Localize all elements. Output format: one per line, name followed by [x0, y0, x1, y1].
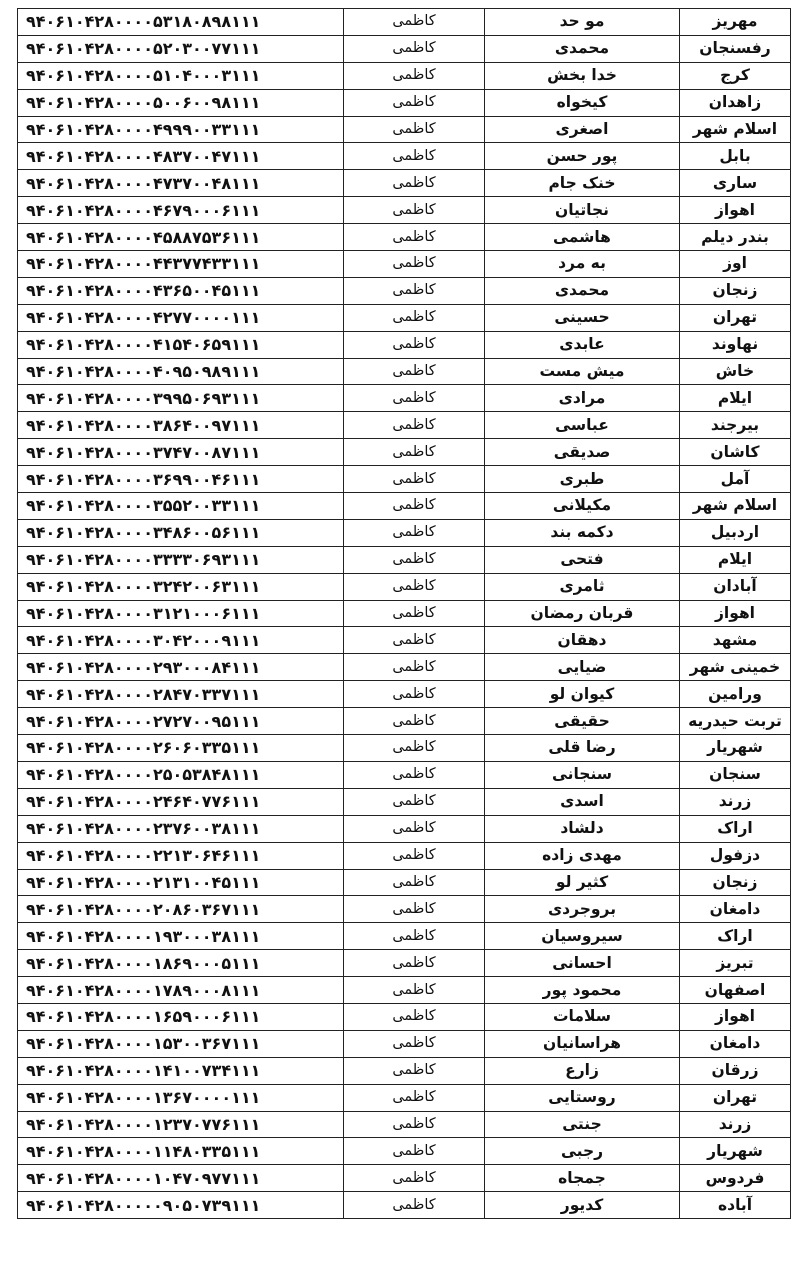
cell-city: کاشان: [680, 439, 791, 466]
cell-city: ایلام: [680, 546, 791, 573]
cell-city: اسلام شهر: [680, 116, 791, 143]
cell-last-name: خدا بخش: [485, 62, 680, 89]
table-row: [18, 1084, 791, 1111]
cell-city: شهریار: [680, 1138, 791, 1165]
cell-last-name: کیخواه: [485, 89, 680, 116]
cell-province: کاظمی: [344, 735, 485, 762]
document-page: [17, 8, 791, 1219]
cell-last-name: زارع: [485, 1057, 680, 1084]
cell-last-name: ضیایی: [485, 654, 680, 681]
cell-last-name: هاشمی: [485, 224, 680, 251]
table-row: [18, 708, 791, 735]
cell-code: ۹۴۰۶۱۰۴۲۸۰۰۰۰۴۸۳۷۰۰۴۷۱۱۱: [18, 143, 344, 170]
cell-code: ۹۴۰۶۱۰۴۲۸۰۰۰۰۴۵۸۸۷۵۳۶۱۱۱: [18, 224, 344, 251]
cell-city: اوز: [680, 251, 791, 278]
table-row: [18, 304, 791, 331]
cell-code: ۹۴۰۶۱۰۴۲۸۰۰۰۰۲۵۰۵۳۸۴۸۱۱۱: [18, 761, 344, 788]
table-row: [18, 788, 791, 815]
cell-code: ۹۴۰۶۱۰۴۲۸۰۰۰۰۴۷۳۷۰۰۴۸۱۱۱: [18, 170, 344, 197]
cell-last-name: محمدی: [485, 277, 680, 304]
cell-city: آباده: [680, 1192, 791, 1219]
cell-code: ۹۴۰۶۱۰۴۲۸۰۰۰۰۳۴۸۶۰۰۵۶۱۱۱: [18, 519, 344, 546]
cell-city: ورامین: [680, 681, 791, 708]
cell-last-name: خنک جام: [485, 170, 680, 197]
cell-code: ۹۴۰۶۱۰۴۲۸۰۰۰۰۱۴۱۰۰۷۳۴۱۱۱: [18, 1057, 344, 1084]
cell-province: کاظمی: [344, 1192, 485, 1219]
cell-city: تربت حیدریه: [680, 708, 791, 735]
cell-province: کاظمی: [344, 466, 485, 493]
cell-last-name: هراسانیان: [485, 1030, 680, 1057]
cell-city: اهواز: [680, 600, 791, 627]
cell-last-name: سنجانی: [485, 761, 680, 788]
table-row: [18, 1030, 791, 1057]
table-row: [18, 1192, 791, 1219]
cell-province: کاظمی: [344, 62, 485, 89]
cell-city: دزفول: [680, 842, 791, 869]
cell-code: ۹۴۰۶۱۰۴۲۸۰۰۰۰۴۰۹۵۰۹۸۹۱۱۱: [18, 358, 344, 385]
cell-province: کاظمی: [344, 1165, 485, 1192]
table-row: [18, 9, 791, 36]
cell-province: کاظمی: [344, 493, 485, 520]
cell-code: ۹۴۰۶۱۰۴۲۸۰۰۰۰۴۲۷۷۰۰۰۰۱۱۱: [18, 304, 344, 331]
cell-code: ۹۴۰۶۱۰۴۲۸۰۰۰۰۵۰۰۶۰۰۹۸۱۱۱: [18, 89, 344, 116]
cell-last-name: مو حد: [485, 9, 680, 36]
cell-last-name: جمجاه: [485, 1165, 680, 1192]
cell-province: کاظمی: [344, 896, 485, 923]
cell-code: ۹۴۰۶۱۰۴۲۸۰۰۰۰۴۴۳۷۷۴۳۳۱۱۱: [18, 251, 344, 278]
table-row: [18, 1057, 791, 1084]
cell-city: ساری: [680, 170, 791, 197]
table-row: [18, 842, 791, 869]
table-row: [18, 896, 791, 923]
cell-last-name: سلامات: [485, 1003, 680, 1030]
cell-code: ۹۴۰۶۱۰۴۲۸۰۰۰۰۲۴۶۴۰۷۷۶۱۱۱: [18, 788, 344, 815]
cell-province: کاظمی: [344, 277, 485, 304]
table-row: [18, 519, 791, 546]
cell-city: آمل: [680, 466, 791, 493]
cell-city: اردبیل: [680, 519, 791, 546]
table-row: [18, 385, 791, 412]
cell-code: ۹۴۰۶۱۰۴۲۸۰۰۰۰۴۹۹۹۰۰۳۳۱۱۱: [18, 116, 344, 143]
cell-city: بابل: [680, 143, 791, 170]
cell-city: اهواز: [680, 1003, 791, 1030]
cell-city: زرند: [680, 1111, 791, 1138]
cell-code: ۹۴۰۶۱۰۴۲۸۰۰۰۰۲۰۸۶۰۳۶۷۱۱۱: [18, 896, 344, 923]
cell-code: ۹۴۰۶۱۰۴۲۸۰۰۰۰۳۵۵۲۰۰۳۳۱۱۱: [18, 493, 344, 520]
cell-city: تهران: [680, 1084, 791, 1111]
cell-code: ۹۴۰۶۱۰۴۲۸۰۰۰۰۵۱۰۴۰۰۰۳۱۱۱: [18, 62, 344, 89]
cell-province: کاظمی: [344, 1111, 485, 1138]
cell-code: ۹۴۰۶۱۰۴۲۸۰۰۰۰۳۹۹۵۰۶۹۳۱۱۱: [18, 385, 344, 412]
table-row: [18, 1111, 791, 1138]
cell-province: کاظمی: [344, 1057, 485, 1084]
cell-code: ۹۴۰۶۱۰۴۲۸۰۰۰۰۲۷۲۷۰۰۹۵۱۱۱: [18, 708, 344, 735]
cell-code: ۹۴۰۶۱۰۴۲۸۰۰۰۰۴۱۵۴۰۶۵۹۱۱۱: [18, 331, 344, 358]
cell-code: ۹۴۰۶۱۰۴۲۸۰۰۰۰۴۶۷۹۰۰۰۶۱۱۱: [18, 197, 344, 224]
cell-province: کاظمی: [344, 519, 485, 546]
cell-province: کاظمی: [344, 842, 485, 869]
cell-city: کرج: [680, 62, 791, 89]
cell-last-name: دکمه بند: [485, 519, 680, 546]
cell-city: فردوس: [680, 1165, 791, 1192]
cell-province: کاظمی: [344, 681, 485, 708]
cell-code: ۹۴۰۶۱۰۴۲۸۰۰۰۰۳۰۴۲۰۰۰۹۱۱۱: [18, 627, 344, 654]
table-row: [18, 466, 791, 493]
cell-province: کاظمی: [344, 304, 485, 331]
cell-code: ۹۴۰۶۱۰۴۲۸۰۰۰۰۳۷۴۷۰۰۸۷۱۱۱: [18, 439, 344, 466]
cell-city: دامغان: [680, 1030, 791, 1057]
cell-last-name: عابدی: [485, 331, 680, 358]
cell-last-name: احسانی: [485, 950, 680, 977]
cell-last-name: دلشاد: [485, 815, 680, 842]
cell-province: کاظمی: [344, 197, 485, 224]
cell-city: زاهدان: [680, 89, 791, 116]
cell-city: زرقان: [680, 1057, 791, 1084]
cell-last-name: نجاتیان: [485, 197, 680, 224]
table-row: [18, 977, 791, 1004]
cell-last-name: به مرد: [485, 251, 680, 278]
cell-city: خاش: [680, 358, 791, 385]
cell-code: ۹۴۰۶۱۰۴۲۸۰۰۰۰۲۳۷۶۰۰۳۸۱۱۱: [18, 815, 344, 842]
table-row: [18, 89, 791, 116]
cell-code: ۹۴۰۶۱۰۴۲۸۰۰۰۰۲۸۴۷۰۳۳۷۱۱۱: [18, 681, 344, 708]
cell-code: ۹۴۰۶۱۰۴۲۸۰۰۰۰۳۱۲۱۰۰۰۶۱۱۱: [18, 600, 344, 627]
cell-province: کاظمی: [344, 412, 485, 439]
cell-province: کاظمی: [344, 331, 485, 358]
table-row: [18, 224, 791, 251]
cell-province: کاظمی: [344, 1030, 485, 1057]
cell-city: آبادان: [680, 573, 791, 600]
records-table: [17, 8, 791, 1219]
cell-code: ۹۴۰۶۱۰۴۲۸۰۰۰۰۱۵۳۰۰۳۶۷۱۱۱: [18, 1030, 344, 1057]
cell-last-name: اصغری: [485, 116, 680, 143]
cell-code: ۹۴۰۶۱۰۴۲۸۰۰۰۰۴۳۶۵۰۰۴۵۱۱۱: [18, 277, 344, 304]
table-row: [18, 197, 791, 224]
cell-province: کاظمی: [344, 546, 485, 573]
table-row: [18, 35, 791, 62]
cell-province: کاظمی: [344, 1003, 485, 1030]
cell-code: ۹۴۰۶۱۰۴۲۸۰۰۰۰۱۶۵۹۰۰۰۶۱۱۱: [18, 1003, 344, 1030]
cell-code: ۹۴۰۶۱۰۴۲۸۰۰۰۰۰۹۰۵۰۷۳۹۱۱۱: [18, 1192, 344, 1219]
cell-last-name: قربان رمضان: [485, 600, 680, 627]
table-row: [18, 546, 791, 573]
cell-last-name: صدیقی: [485, 439, 680, 466]
cell-last-name: حسینی: [485, 304, 680, 331]
cell-city: زنجان: [680, 869, 791, 896]
cell-last-name: محمدی: [485, 35, 680, 62]
cell-last-name: روستایی: [485, 1084, 680, 1111]
cell-code: ۹۴۰۶۱۰۴۲۸۰۰۰۰۱۳۶۷۰۰۰۰۱۱۱: [18, 1084, 344, 1111]
cell-code: ۹۴۰۶۱۰۴۲۸۰۰۰۰۱۹۳۰۰۰۳۸۱۱۱: [18, 923, 344, 950]
cell-city: مهریز: [680, 9, 791, 36]
cell-code: ۹۴۰۶۱۰۴۲۸۰۰۰۰۲۱۳۱۰۰۴۵۱۱۱: [18, 869, 344, 896]
cell-city: نهاوند: [680, 331, 791, 358]
cell-code: ۹۴۰۶۱۰۴۲۸۰۰۰۰۲۹۳۰۰۰۸۴۱۱۱: [18, 654, 344, 681]
table-row: [18, 143, 791, 170]
cell-last-name: سیروسیان: [485, 923, 680, 950]
cell-code: ۹۴۰۶۱۰۴۲۸۰۰۰۰۳۲۴۲۰۰۶۳۱۱۱: [18, 573, 344, 600]
cell-code: ۹۴۰۶۱۰۴۲۸۰۰۰۰۳۶۹۹۰۰۴۶۱۱۱: [18, 466, 344, 493]
cell-last-name: رضا قلی: [485, 735, 680, 762]
cell-province: کاظمی: [344, 950, 485, 977]
table-row: [18, 735, 791, 762]
cell-code: ۹۴۰۶۱۰۴۲۸۰۰۰۰۵۲۰۳۰۰۷۷۱۱۱: [18, 35, 344, 62]
cell-city: اسلام شهر: [680, 493, 791, 520]
cell-province: کاظمی: [344, 439, 485, 466]
cell-city: تهران: [680, 304, 791, 331]
cell-city: شهریار: [680, 735, 791, 762]
cell-province: کاظمی: [344, 815, 485, 842]
cell-code: ۹۴۰۶۱۰۴۲۸۰۰۰۰۱۷۸۹۰۰۰۸۱۱۱: [18, 977, 344, 1004]
cell-province: کاظمی: [344, 654, 485, 681]
table-row: [18, 600, 791, 627]
cell-last-name: محمود پور: [485, 977, 680, 1004]
cell-province: کاظمی: [344, 251, 485, 278]
table-row: [18, 62, 791, 89]
table-row: [18, 1003, 791, 1030]
cell-province: کاظمی: [344, 385, 485, 412]
cell-city: بندر دیلم: [680, 224, 791, 251]
table-row: [18, 681, 791, 708]
table-row: [18, 815, 791, 842]
cell-code: ۹۴۰۶۱۰۴۲۸۰۰۰۰۳۳۳۳۰۶۹۳۱۱۱: [18, 546, 344, 573]
table-row: [18, 761, 791, 788]
cell-province: کاظمی: [344, 89, 485, 116]
cell-city: سنجان: [680, 761, 791, 788]
cell-province: کاظمی: [344, 627, 485, 654]
cell-last-name: کیوان لو: [485, 681, 680, 708]
cell-code: ۹۴۰۶۱۰۴۲۸۰۰۰۰۱۰۴۷۰۹۷۷۱۱۱: [18, 1165, 344, 1192]
cell-city: دامغان: [680, 896, 791, 923]
table-row: [18, 627, 791, 654]
cell-province: کاظمی: [344, 869, 485, 896]
cell-code: ۹۴۰۶۱۰۴۲۸۰۰۰۰۲۶۰۶۰۳۳۵۱۱۱: [18, 735, 344, 762]
table-row: [18, 869, 791, 896]
cell-city: اصفهان: [680, 977, 791, 1004]
cell-code: ۹۴۰۶۱۰۴۲۸۰۰۰۰۱۱۴۸۰۳۳۵۱۱۱: [18, 1138, 344, 1165]
cell-province: کاظمی: [344, 116, 485, 143]
cell-city: رفسنجان: [680, 35, 791, 62]
cell-last-name: رجبی: [485, 1138, 680, 1165]
cell-province: کاظمی: [344, 1084, 485, 1111]
table-row: [18, 358, 791, 385]
cell-last-name: بروجردی: [485, 896, 680, 923]
cell-province: کاظمی: [344, 923, 485, 950]
cell-city: زرند: [680, 788, 791, 815]
cell-city: اراک: [680, 923, 791, 950]
table-row: [18, 923, 791, 950]
table-row: [18, 1165, 791, 1192]
cell-last-name: حقیقی: [485, 708, 680, 735]
cell-last-name: ثامری: [485, 573, 680, 600]
table-row: [18, 331, 791, 358]
cell-last-name: پور حسن: [485, 143, 680, 170]
cell-code: ۹۴۰۶۱۰۴۲۸۰۰۰۰۱۲۳۷۰۷۷۶۱۱۱: [18, 1111, 344, 1138]
table-row: [18, 170, 791, 197]
cell-province: کاظمی: [344, 358, 485, 385]
cell-province: کاظمی: [344, 600, 485, 627]
cell-province: کاظمی: [344, 35, 485, 62]
cell-last-name: دهقان: [485, 627, 680, 654]
cell-city: مشهد: [680, 627, 791, 654]
cell-province: کاظمی: [344, 977, 485, 1004]
cell-code: ۹۴۰۶۱۰۴۲۸۰۰۰۰۲۲۱۳۰۶۴۶۱۱۱: [18, 842, 344, 869]
cell-city: اراک: [680, 815, 791, 842]
cell-province: کاظمی: [344, 761, 485, 788]
cell-last-name: جنتی: [485, 1111, 680, 1138]
cell-last-name: کثیر لو: [485, 869, 680, 896]
cell-last-name: کدیور: [485, 1192, 680, 1219]
cell-province: کاظمی: [344, 143, 485, 170]
cell-code: ۹۴۰۶۱۰۴۲۸۰۰۰۰۳۸۶۴۰۰۹۷۱۱۱: [18, 412, 344, 439]
table-row: [18, 573, 791, 600]
cell-city: تبریز: [680, 950, 791, 977]
cell-last-name: اسدی: [485, 788, 680, 815]
table-row: [18, 1138, 791, 1165]
cell-city: ایلام: [680, 385, 791, 412]
cell-province: کاظمی: [344, 9, 485, 36]
cell-city: بیرجند: [680, 412, 791, 439]
cell-province: کاظمی: [344, 708, 485, 735]
table-row: [18, 950, 791, 977]
table-row: [18, 116, 791, 143]
cell-city: اهواز: [680, 197, 791, 224]
cell-city: زنجان: [680, 277, 791, 304]
cell-last-name: مهدی زاده: [485, 842, 680, 869]
cell-last-name: عباسی: [485, 412, 680, 439]
cell-last-name: فتحی: [485, 546, 680, 573]
cell-last-name: مرادی: [485, 385, 680, 412]
cell-province: کاظمی: [344, 170, 485, 197]
table-row: [18, 277, 791, 304]
table-row: [18, 412, 791, 439]
cell-province: کاظمی: [344, 224, 485, 251]
table-row: [18, 493, 791, 520]
records-table-body: [18, 9, 791, 1219]
cell-last-name: مکیلانی: [485, 493, 680, 520]
cell-last-name: طبری: [485, 466, 680, 493]
table-row: [18, 251, 791, 278]
table-row: [18, 654, 791, 681]
cell-province: کاظمی: [344, 788, 485, 815]
cell-province: کاظمی: [344, 573, 485, 600]
cell-last-name: میش مست: [485, 358, 680, 385]
cell-province: کاظمی: [344, 1138, 485, 1165]
cell-code: ۹۴۰۶۱۰۴۲۸۰۰۰۰۱۸۶۹۰۰۰۵۱۱۱: [18, 950, 344, 977]
cell-city: خمینی شهر: [680, 654, 791, 681]
table-row: [18, 439, 791, 466]
cell-code: ۹۴۰۶۱۰۴۲۸۰۰۰۰۵۳۱۸۰۸۹۸۱۱۱: [18, 9, 344, 36]
